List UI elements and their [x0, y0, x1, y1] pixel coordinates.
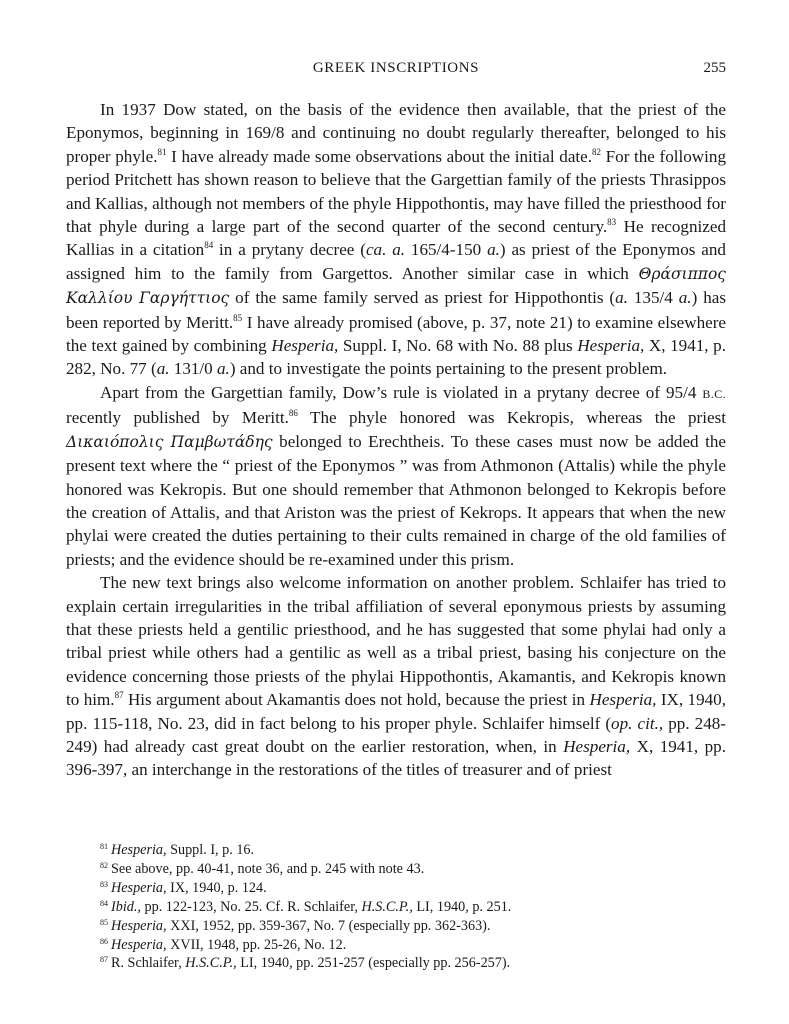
- italic-text: Hesperia,: [589, 690, 657, 710]
- footnote-ref: 85: [233, 312, 243, 323]
- page-header: [66, 60, 726, 80]
- text: X, 1941, pp. 396-397, an interchange in the restorations of the titles of treasurer and of priest: [66, 736, 726, 780]
- text: ) as priest of the Eponymos and assigned him to the family from Gargettos. Another similar case in which: [66, 240, 726, 283]
- text: See above, pp. 40-41, note 36, and p. 245 with note 43.: [111, 860, 425, 877]
- text: I have already promised (above, p. 37, note 21) to examine elsewhere the text gained by combining: [66, 312, 726, 356]
- text: Apart from the Gargettian family, Dow’s rule is violated in a prytany decree of 95/4: [100, 382, 703, 402]
- text: I have already made some observations about the initial date.: [166, 146, 593, 166]
- footnote-ref: 84: [204, 240, 214, 251]
- text: XXI, 1952, pp. 359-367, No. 7 (especially pp. 362-363).: [166, 917, 491, 934]
- paragraph-3: [66, 571, 726, 782]
- italic-text: Hesperia,: [111, 917, 167, 934]
- text: He recognized Kallias in a citation: [66, 217, 726, 260]
- text: XVII, 1948, pp. 25-26, No. 12.: [166, 936, 347, 953]
- italic-text: a.: [217, 359, 230, 379]
- italic-text: Hesperia,: [563, 736, 631, 756]
- text: X, 1941, p. 282, No. 77 (: [66, 336, 727, 379]
- paragraph-1: [66, 98, 726, 381]
- text: belonged to Erechtheis. To these cases must now be added the present text where the “ priest of the Eponymos ” was from Athmonon (Attalis) while the phyle honored was Kekropis. But one should remember that Athmonon belonged to Kekropis before the creation of Attalis, and that Ariston was the priest of Kekrops. It appears that when the new phylai were created the duties pertaining to their cults remained in charge of the old families of priests; and the evidence should be re-examined under this prism.: [66, 431, 727, 569]
- footnote-ref: 83: [607, 217, 617, 228]
- italic-text: H.S.C.P.,: [185, 955, 237, 972]
- footnote-number: 82: [100, 860, 108, 870]
- footnote-ref: 81: [157, 146, 167, 157]
- italic-text: ca. a.: [365, 240, 406, 260]
- text: ) has been reported by Meritt.: [66, 288, 726, 332]
- text: His argument about Akamantis does not hold, because the priest in: [123, 690, 590, 710]
- footnote-number: 87: [100, 955, 108, 965]
- small-caps-text: B.C.: [702, 386, 726, 401]
- text: pp. 122-123, No. 25. Cf. R. Schlaifer,: [140, 898, 362, 915]
- italic-text: Hesperia,: [111, 842, 167, 858]
- italic-text: Hesperia,: [111, 936, 167, 953]
- footnote: [100, 841, 700, 860]
- footnote: [100, 954, 700, 973]
- paragraph-2: [66, 381, 726, 571]
- footnote: [100, 936, 700, 955]
- footnote: [100, 917, 700, 936]
- text: Suppl. I, No. 68 with No. 88 plus: [338, 336, 578, 356]
- greek-name: Θράσιππος Καλλίου Γαργήττιος: [66, 264, 726, 308]
- footnote: [100, 898, 700, 917]
- page-number: 255: [703, 60, 726, 76]
- text: In 1937 Dow stated, on the basis of the evidence then available, that the priest of the Eponymos, beginning in 169/8 and continuing no doubt regularly thereafter, belonged to his proper phyle.: [66, 100, 726, 166]
- footnotes: [100, 841, 700, 973]
- text: 135/4: [627, 288, 679, 308]
- footnote: [100, 860, 700, 879]
- italic-text: Ibid.,: [111, 898, 141, 915]
- text: 165/4-150: [405, 240, 488, 260]
- footnote-number: 81: [100, 842, 108, 851]
- footnote: [100, 879, 700, 898]
- greek-name: Δικαιόπολις Παμβωτάδης: [66, 432, 273, 451]
- footnote-ref: 82: [592, 146, 602, 157]
- text: The new text brings also welcome information on another problem. Schlaifer has tried to explain certain irregularities in the tribal affiliation of several eponymous priests by assuming that these priests held a gentilic priesthood, and he has suggested that some phylai had only a tribal priest while others had a gentilic as well as a tribal priest, basing his conjecture on the evidence concerning those priests of the phylai Hippothontis, Akamantis, and Kekropis known to him.: [66, 573, 726, 710]
- running-head: GREEK INSCRIPTIONS: [312, 60, 480, 76]
- footnote-number: 83: [100, 879, 108, 889]
- italic-text: H.S.C.P.,: [361, 898, 413, 915]
- text: IX, 1940, pp. 115-118, No. 23, did in fact belong to his proper phyle. Schlaifer himself (: [66, 690, 726, 733]
- footnote-number: 86: [100, 936, 108, 946]
- text: R. Schlaifer,: [111, 955, 186, 972]
- italic-text: Hesperia,: [577, 336, 645, 356]
- text: LI, 1940, p. 251.: [412, 898, 512, 915]
- text: recently published by Meritt.: [66, 408, 289, 428]
- footnote-ref: 86: [288, 408, 298, 419]
- italic-text: a.: [615, 288, 628, 308]
- footnote-number: 84: [100, 898, 108, 908]
- footnote-number: 85: [100, 917, 108, 927]
- italic-text: op. cit.,: [611, 713, 664, 733]
- text: 131/0: [169, 359, 217, 379]
- italic-text: Hesperia,: [271, 336, 339, 356]
- text: Suppl. I, p. 16.: [166, 842, 255, 858]
- text: LI, 1940, pp. 251-257 (especially pp. 256-257).: [236, 955, 511, 972]
- footnote-ref: 87: [114, 690, 124, 701]
- text: IX, 1940, p. 124.: [166, 879, 267, 896]
- text: The phyle honored was Kekropis, whereas the priest: [297, 408, 726, 428]
- italic-text: Hesperia,: [111, 879, 167, 896]
- italic-text: a.: [487, 240, 500, 260]
- main-text: [66, 98, 726, 782]
- italic-text: a.: [678, 288, 692, 308]
- text: For the following period Pritchett has shown reason to believe that the Gargettian family of the priests Thrasippos and Kallias, although not members of the phyle Hippothontis, may have filled the priesthood for that phyle during a large part of the second quarter of the second century.: [66, 146, 726, 237]
- text: of the same family served as priest for Hippothontis (: [229, 288, 616, 308]
- text: in a prytany decree (: [213, 240, 366, 260]
- text: pp. 248-249) had already cast great doubt on the earlier restoration, when, in: [66, 713, 726, 756]
- text: ) and to investigate the points pertaining to the present problem.: [229, 359, 668, 379]
- italic-text: a.: [156, 359, 170, 379]
